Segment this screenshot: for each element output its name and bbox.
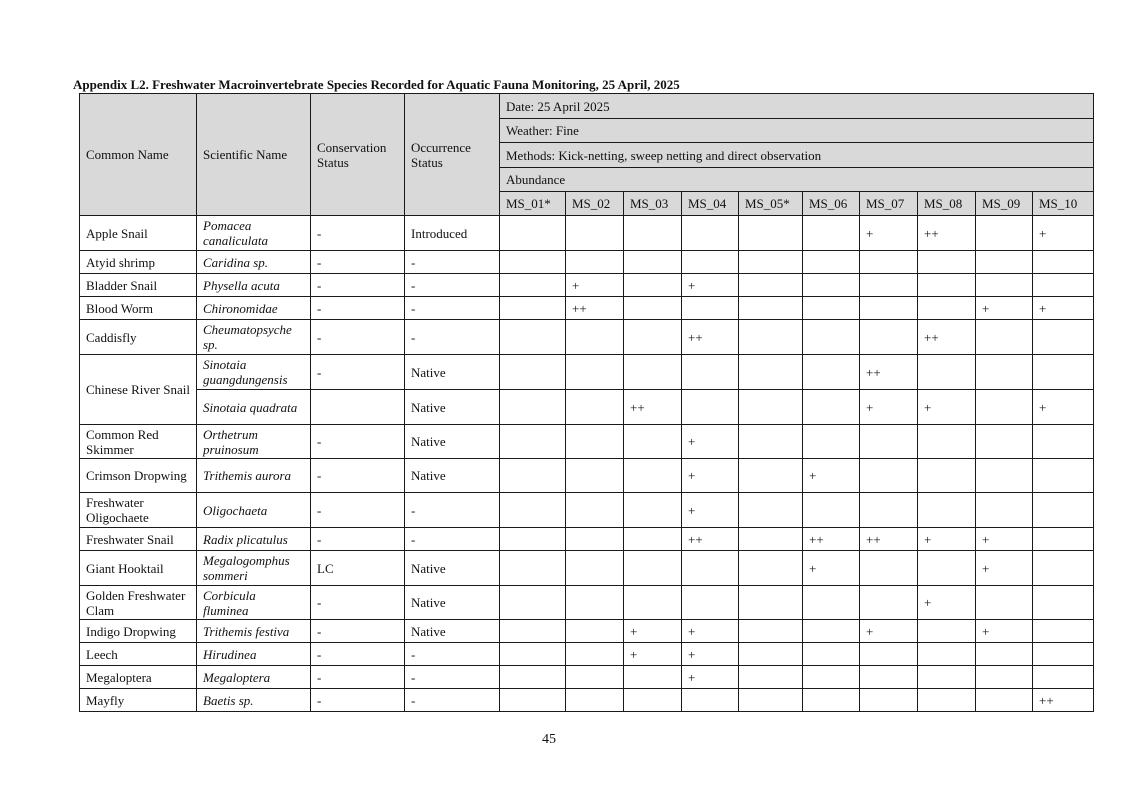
abundance-cell xyxy=(860,320,918,355)
abundance-cell: + xyxy=(976,297,1033,320)
abundance-cell xyxy=(500,425,566,459)
abundance-cell xyxy=(918,459,976,493)
table-row xyxy=(80,551,1094,586)
table-row xyxy=(80,390,1094,425)
conservation-status-cell: - xyxy=(311,274,405,297)
conservation-status-cell: - xyxy=(311,643,405,666)
common-name-cell: Atyid shrimp xyxy=(80,251,197,274)
abundance-cell xyxy=(1033,274,1094,297)
conservation-status-cell: - xyxy=(311,297,405,320)
abundance-cell xyxy=(566,689,624,712)
header-weather: Weather: Fine xyxy=(500,119,1094,143)
abundance-cell: + xyxy=(682,425,739,459)
scientific-name-cell: Caridina sp. xyxy=(197,251,311,274)
common-name-cell: Golden Freshwater Clam xyxy=(80,586,197,620)
scientific-name-cell: Trithemis aurora xyxy=(197,459,311,493)
table-row xyxy=(80,251,1094,274)
scientific-name-cell: Pomacea canaliculata xyxy=(197,216,311,251)
conservation-status-cell: - xyxy=(311,355,405,390)
abundance-cell xyxy=(500,274,566,297)
common-name-cell: Mayfly xyxy=(80,689,197,712)
abundance-cell xyxy=(803,643,860,666)
abundance-cell xyxy=(918,425,976,459)
abundance-cell: + xyxy=(918,390,976,425)
abundance-cell xyxy=(500,251,566,274)
scientific-name-cell: Hirudinea xyxy=(197,643,311,666)
abundance-cell xyxy=(566,459,624,493)
abundance-cell xyxy=(739,251,803,274)
abundance-cell: + xyxy=(860,216,918,251)
abundance-cell xyxy=(682,689,739,712)
abundance-cell: + xyxy=(976,551,1033,586)
header-conservation-status: Conservation Status xyxy=(311,94,405,216)
conservation-status-cell: - xyxy=(311,528,405,551)
conservation-status-cell: - xyxy=(311,666,405,689)
abundance-cell xyxy=(500,643,566,666)
abundance-cell xyxy=(739,493,803,528)
abundance-cell xyxy=(624,274,682,297)
abundance-cell xyxy=(739,528,803,551)
page-number: 45 xyxy=(542,732,556,747)
abundance-cell xyxy=(500,355,566,390)
abundance-cell: + xyxy=(976,528,1033,551)
abundance-cell xyxy=(500,620,566,643)
common-name-cell: Giant Hooktail xyxy=(80,551,197,586)
table-row xyxy=(80,297,1094,320)
occurrence-status-cell: - xyxy=(405,297,500,320)
conservation-status-cell: - xyxy=(311,493,405,528)
occurrence-status-cell: - xyxy=(405,320,500,355)
abundance-cell xyxy=(1033,425,1094,459)
abundance-cell xyxy=(500,320,566,355)
conservation-status-cell: - xyxy=(311,425,405,459)
abundance-cell xyxy=(976,689,1033,712)
abundance-cell xyxy=(1033,251,1094,274)
abundance-cell xyxy=(624,551,682,586)
occurrence-status-cell: Native xyxy=(405,425,500,459)
occurrence-status-cell: - xyxy=(405,643,500,666)
abundance-cell: + xyxy=(682,274,739,297)
abundance-cell xyxy=(566,643,624,666)
abundance-cell xyxy=(682,390,739,425)
abundance-cell xyxy=(803,390,860,425)
abundance-cell xyxy=(566,390,624,425)
scientific-name-cell: Sinotaia quadrata xyxy=(197,390,311,425)
abundance-cell xyxy=(918,666,976,689)
table-row xyxy=(80,689,1094,712)
occurrence-status-cell: - xyxy=(405,251,500,274)
abundance-cell xyxy=(918,620,976,643)
occurrence-status-cell: - xyxy=(405,689,500,712)
abundance-cell xyxy=(566,355,624,390)
scientific-name-cell: Baetis sp. xyxy=(197,689,311,712)
scientific-name-cell: Radix plicatulus xyxy=(197,528,311,551)
abundance-cell xyxy=(566,216,624,251)
site-header: MS_01* xyxy=(500,192,566,216)
abundance-cell xyxy=(976,251,1033,274)
table-row xyxy=(80,620,1094,643)
header-methods: Methods: Kick-netting, sweep netting and direct observation xyxy=(500,143,1094,168)
abundance-cell xyxy=(803,251,860,274)
abundance-cell xyxy=(803,425,860,459)
abundance-cell xyxy=(500,551,566,586)
scientific-name-cell: Corbicula fluminea xyxy=(197,586,311,620)
conservation-status-cell: - xyxy=(311,216,405,251)
common-name-cell: Freshwater Snail xyxy=(80,528,197,551)
abundance-cell: ++ xyxy=(918,320,976,355)
abundance-cell xyxy=(803,216,860,251)
abundance-cell xyxy=(739,355,803,390)
abundance-cell xyxy=(566,528,624,551)
abundance-cell xyxy=(566,251,624,274)
species-table-body xyxy=(80,216,1094,712)
abundance-cell: ++ xyxy=(682,320,739,355)
abundance-cell xyxy=(624,459,682,493)
scientific-name-cell: Cheumatopsyche sp. xyxy=(197,320,311,355)
abundance-cell xyxy=(500,666,566,689)
site-header: MS_10 xyxy=(1033,192,1094,216)
abundance-cell xyxy=(739,320,803,355)
occurrence-status-cell: Native xyxy=(405,551,500,586)
abundance-cell xyxy=(682,551,739,586)
abundance-cell xyxy=(739,390,803,425)
abundance-cell: + xyxy=(624,620,682,643)
abundance-cell xyxy=(803,274,860,297)
abundance-cell: + xyxy=(682,643,739,666)
site-header: MS_05* xyxy=(739,192,803,216)
abundance-cell xyxy=(1033,320,1094,355)
species-table xyxy=(79,93,1094,712)
abundance-cell xyxy=(860,666,918,689)
abundance-cell xyxy=(803,689,860,712)
common-name-cell: Bladder Snail xyxy=(80,274,197,297)
abundance-cell xyxy=(566,493,624,528)
abundance-cell: ++ xyxy=(860,355,918,390)
table-row xyxy=(80,666,1094,689)
scientific-name-cell: Megaloptera xyxy=(197,666,311,689)
abundance-cell: ++ xyxy=(1033,689,1094,712)
table-row xyxy=(80,586,1094,620)
abundance-cell xyxy=(803,666,860,689)
abundance-cell xyxy=(976,425,1033,459)
common-name-cell: Leech xyxy=(80,643,197,666)
abundance-cell xyxy=(976,459,1033,493)
abundance-cell xyxy=(624,320,682,355)
scientific-name-cell: Trithemis festiva xyxy=(197,620,311,643)
abundance-cell xyxy=(739,689,803,712)
conservation-status-cell: LC xyxy=(311,551,405,586)
abundance-cell xyxy=(566,320,624,355)
abundance-cell xyxy=(682,216,739,251)
abundance-cell xyxy=(1033,620,1094,643)
abundance-cell xyxy=(566,666,624,689)
scientific-name-cell: Chironomidae xyxy=(197,297,311,320)
abundance-cell xyxy=(739,459,803,493)
abundance-cell xyxy=(918,355,976,390)
abundance-cell xyxy=(624,689,682,712)
header-date: Date: 25 April 2025 xyxy=(500,94,1094,119)
occurrence-status-cell: Native xyxy=(405,355,500,390)
header-scientific-name: Scientific Name xyxy=(197,94,311,216)
abundance-cell: + xyxy=(803,459,860,493)
table-row xyxy=(80,528,1094,551)
abundance-cell xyxy=(976,320,1033,355)
abundance-cell xyxy=(739,586,803,620)
abundance-cell xyxy=(860,251,918,274)
abundance-cell xyxy=(1033,528,1094,551)
abundance-cell xyxy=(739,643,803,666)
abundance-cell xyxy=(860,297,918,320)
occurrence-status-cell: Native xyxy=(405,459,500,493)
abundance-cell xyxy=(739,425,803,459)
abundance-cell: + xyxy=(682,620,739,643)
abundance-cell xyxy=(500,216,566,251)
abundance-cell xyxy=(1033,586,1094,620)
occurrence-status-cell: Native xyxy=(405,620,500,643)
abundance-cell xyxy=(803,355,860,390)
occurrence-status-cell: - xyxy=(405,274,500,297)
abundance-cell xyxy=(739,620,803,643)
abundance-cell xyxy=(803,493,860,528)
occurrence-status-cell: - xyxy=(405,528,500,551)
occurrence-status-cell: - xyxy=(405,493,500,528)
abundance-cell xyxy=(918,493,976,528)
abundance-cell xyxy=(624,251,682,274)
abundance-cell xyxy=(624,666,682,689)
site-header: MS_06 xyxy=(803,192,860,216)
common-name-cell: Megaloptera xyxy=(80,666,197,689)
abundance-cell xyxy=(500,689,566,712)
abundance-cell xyxy=(918,297,976,320)
abundance-cell xyxy=(976,355,1033,390)
abundance-cell xyxy=(624,425,682,459)
abundance-cell xyxy=(500,528,566,551)
occurrence-status-cell: Introduced xyxy=(405,216,500,251)
site-header: MS_07 xyxy=(860,192,918,216)
abundance-cell xyxy=(500,390,566,425)
common-name-cell: Apple Snail xyxy=(80,216,197,251)
abundance-cell xyxy=(918,689,976,712)
abundance-cell: + xyxy=(682,666,739,689)
abundance-cell xyxy=(803,586,860,620)
abundance-cell xyxy=(566,551,624,586)
abundance-cell xyxy=(624,528,682,551)
table-row xyxy=(80,493,1094,528)
abundance-cell xyxy=(682,251,739,274)
abundance-cell xyxy=(1033,355,1094,390)
header-common-name: Common Name xyxy=(80,94,197,216)
abundance-cell: ++ xyxy=(682,528,739,551)
site-header: MS_03 xyxy=(624,192,682,216)
common-name-cell: Caddisfly xyxy=(80,320,197,355)
abundance-cell xyxy=(860,643,918,666)
abundance-cell xyxy=(918,274,976,297)
abundance-cell: ++ xyxy=(566,297,624,320)
abundance-cell: + xyxy=(566,274,624,297)
scientific-name-cell: Oligochaeta xyxy=(197,493,311,528)
abundance-cell: + xyxy=(682,493,739,528)
abundance-cell xyxy=(682,586,739,620)
conservation-status-cell: - xyxy=(311,689,405,712)
abundance-cell xyxy=(624,493,682,528)
scientific-name-cell: Orthetrum pruinosum xyxy=(197,425,311,459)
conservation-status-cell: - xyxy=(311,586,405,620)
abundance-cell xyxy=(739,216,803,251)
table-row xyxy=(80,459,1094,493)
abundance-cell: ++ xyxy=(624,390,682,425)
abundance-cell xyxy=(1033,551,1094,586)
abundance-cell xyxy=(1033,459,1094,493)
abundance-cell xyxy=(566,425,624,459)
abundance-cell xyxy=(860,551,918,586)
abundance-cell xyxy=(1033,493,1094,528)
abundance-cell xyxy=(500,297,566,320)
abundance-cell xyxy=(624,355,682,390)
abundance-cell xyxy=(1033,666,1094,689)
conservation-status-cell: - xyxy=(311,251,405,274)
conservation-status-cell xyxy=(311,390,405,425)
common-name-cell: Blood Worm xyxy=(80,297,197,320)
abundance-cell xyxy=(860,493,918,528)
abundance-cell xyxy=(976,666,1033,689)
abundance-cell: + xyxy=(976,620,1033,643)
abundance-cell xyxy=(739,551,803,586)
site-header: MS_04 xyxy=(682,192,739,216)
abundance-cell xyxy=(860,689,918,712)
occurrence-status-cell: Native xyxy=(405,390,500,425)
abundance-cell: + xyxy=(1033,216,1094,251)
header-abundance: Abundance xyxy=(500,168,1094,192)
scientific-name-cell: Megalogomphus sommeri xyxy=(197,551,311,586)
abundance-cell xyxy=(1033,643,1094,666)
conservation-status-cell: - xyxy=(311,459,405,493)
common-name-cell: Freshwater Oligochaete xyxy=(80,493,197,528)
abundance-cell xyxy=(739,666,803,689)
common-name-cell: Crimson Dropwing xyxy=(80,459,197,493)
abundance-cell xyxy=(860,274,918,297)
abundance-cell xyxy=(682,297,739,320)
abundance-cell xyxy=(976,493,1033,528)
table-row xyxy=(80,643,1094,666)
abundance-cell xyxy=(976,274,1033,297)
scientific-name-cell: Physella acuta xyxy=(197,274,311,297)
abundance-cell xyxy=(739,274,803,297)
abundance-cell xyxy=(739,297,803,320)
abundance-cell xyxy=(803,320,860,355)
abundance-cell: ++ xyxy=(860,528,918,551)
abundance-cell: + xyxy=(1033,297,1094,320)
table-row xyxy=(80,274,1094,297)
abundance-cell xyxy=(682,355,739,390)
header-occurrence-status: Occurrence Status xyxy=(405,94,500,216)
abundance-cell xyxy=(860,425,918,459)
abundance-cell xyxy=(976,390,1033,425)
abundance-cell xyxy=(500,459,566,493)
abundance-cell: + xyxy=(624,643,682,666)
abundance-cell xyxy=(976,216,1033,251)
common-name-cell: Indigo Dropwing xyxy=(80,620,197,643)
abundance-cell: + xyxy=(918,528,976,551)
abundance-cell xyxy=(624,586,682,620)
abundance-cell xyxy=(803,620,860,643)
conservation-status-cell: - xyxy=(311,620,405,643)
abundance-cell xyxy=(860,459,918,493)
abundance-cell xyxy=(624,297,682,320)
common-name-cell: Common Red Skimmer xyxy=(80,425,197,459)
occurrence-status-cell: Native xyxy=(405,586,500,620)
abundance-cell xyxy=(860,586,918,620)
site-header: MS_09 xyxy=(976,192,1033,216)
abundance-cell: + xyxy=(918,586,976,620)
abundance-cell xyxy=(976,586,1033,620)
table-row xyxy=(80,355,1094,390)
abundance-cell xyxy=(566,586,624,620)
abundance-cell: ++ xyxy=(803,528,860,551)
abundance-cell xyxy=(918,643,976,666)
scientific-name-cell: Sinotaia guangdungensis xyxy=(197,355,311,390)
abundance-cell: + xyxy=(860,390,918,425)
table-row xyxy=(80,216,1094,251)
abundance-cell: + xyxy=(682,459,739,493)
conservation-status-cell: - xyxy=(311,320,405,355)
table-row xyxy=(80,320,1094,355)
abundance-cell xyxy=(500,493,566,528)
abundance-cell: + xyxy=(803,551,860,586)
abundance-cell xyxy=(918,251,976,274)
abundance-cell: + xyxy=(860,620,918,643)
abundance-cell xyxy=(918,551,976,586)
abundance-cell xyxy=(976,643,1033,666)
abundance-cell xyxy=(624,216,682,251)
occurrence-status-cell: - xyxy=(405,666,500,689)
abundance-cell xyxy=(803,297,860,320)
common-name-cell: Chinese River Snail xyxy=(80,355,197,425)
abundance-cell: + xyxy=(1033,390,1094,425)
abundance-cell: ++ xyxy=(918,216,976,251)
table-row xyxy=(80,425,1094,459)
document-title: Appendix L2. Freshwater Macroinvertebrate Species Recorded for Aquatic Fauna Monitoring, 25 April, 2025 xyxy=(73,77,680,92)
abundance-cell xyxy=(500,586,566,620)
abundance-cell xyxy=(566,620,624,643)
site-header: MS_02 xyxy=(566,192,624,216)
site-header: MS_08 xyxy=(918,192,976,216)
